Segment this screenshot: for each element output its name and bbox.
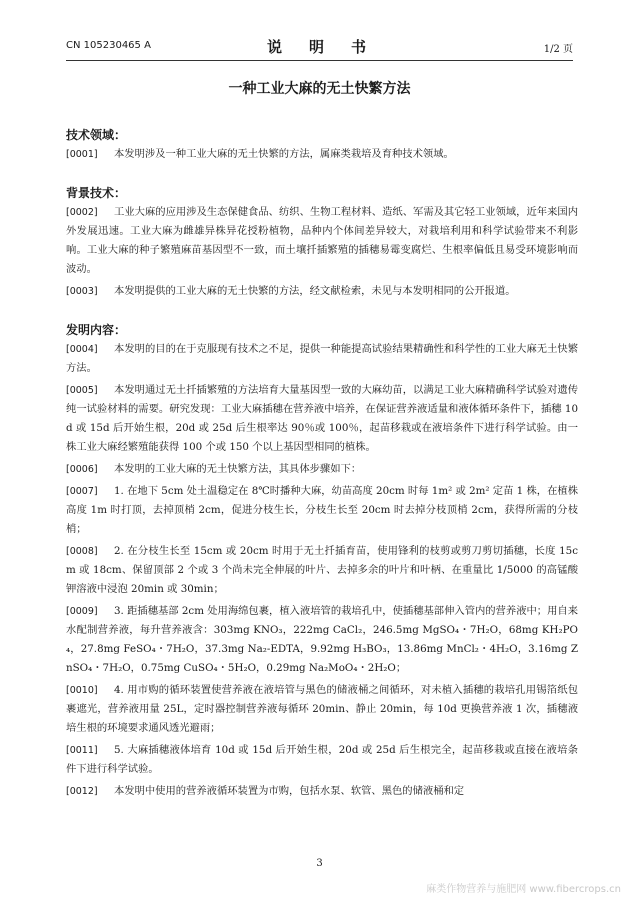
paragraph <box>66 542 578 599</box>
paragraph-text: 本发明的目的在于克服现有技术之不足，提供一种能提高试验结果精确性和科学性的工业大麻无土快繁方法。 <box>66 343 578 374</box>
paragraph <box>66 741 578 779</box>
paragraph-number: [0009] <box>66 606 98 617</box>
paragraph-text: 本发明的工业大麻的无土快繁方法，其具体步骤如下： <box>114 463 362 475</box>
paragraph <box>66 681 578 738</box>
paragraph-number: [0001] <box>66 149 98 160</box>
paragraph-number: [0008] <box>66 546 98 557</box>
paragraph-number: [0007] <box>66 486 98 497</box>
paragraph-text: 本发明涉及一种工业大麻的无土快繁的方法，属麻类栽培及育种技术领域。 <box>114 148 454 160</box>
paragraph <box>66 602 578 678</box>
paragraph-text: 1. 在地下 5cm 处土温稳定在 8℃时播种大麻，幼苗高度 20cm 时每 1m² 或 2m² 定苗 1 株，在植株高度 1m 时打顶，去掉顶梢 2cm，促进分枝生长，分枝生长至 20cm 时去掉分枝顶梢 2cm，获得所需的分枝梢； <box>66 485 578 535</box>
tech-field-paragraphs <box>66 145 578 164</box>
paragraph-number: [0006] <box>66 464 98 475</box>
page-indicator: 1/2 页 <box>543 44 573 55</box>
paragraph-text: 本发明通过无土扦插繁殖的方法培育大量基因型一致的大麻幼苗，以满足工业大麻精确科学试验对遗传纯一试验材料的需要。研究发现：工业大麻插穗在营养液中培养，在保证营养液适量和液体循环条件下，插穗 10d 或 15d 后开始生根，20d 或 25d 后生根率达 90％或 100％，起苗移栽或在液培条件下进行科学试验。由一株工业大麻经繁殖能获得 100 个或 150 个以上基因型相同的植株。 <box>66 384 578 453</box>
paragraph-text: 本发明提供的工业大麻的无土快繁的方法，经文献检索，未见与本发明相同的公开报道。 <box>114 285 516 297</box>
paragraph-number: [0004] <box>66 344 98 355</box>
watermark: 麻类作物营养与施肥网 www.fibercrops.cn <box>426 884 621 895</box>
paragraph-number: [0003] <box>66 286 98 297</box>
paragraph-number: [0010] <box>66 685 98 696</box>
paragraph <box>66 460 578 479</box>
content-paragraphs <box>66 340 578 801</box>
header-divider <box>66 60 573 61</box>
paragraph-text: 工业大麻的应用涉及生态保健食品、纺织、生物工程材料、造纸、军需及其它轻工业领域，近年来国内外发展迅速。工业大麻为雌雄异株异花授粉植物，品种内个体间差异较大，对栽培利用和科学试验带来不利影响。工业大麻的种子繁殖麻苗基因型不一致，而土壤扦插繁殖的插穗易霉变腐烂、生根率偏低且易受环境影响而波动。 <box>66 206 578 275</box>
page-header <box>66 36 573 58</box>
paragraph <box>66 782 578 801</box>
paragraph-number: [0011] <box>66 745 98 756</box>
paragraph <box>66 282 578 301</box>
paragraph <box>66 381 578 457</box>
document-title: 一种工业大麻的无土快繁方法 <box>228 81 411 97</box>
paragraph-text: 2. 在分枝生长至 15cm 或 20cm 时用于无土扦插育苗，使用锋利的枝剪或剪刀剪切插穗，长度 15cm 或 18cm、保留顶部 2 个或 3 个尚未完全伸展的叶片、去掉多余的叶片和叶柄、在重量比 1/5000 的高锰酸钾溶液中浸泡 20min 或 30min； <box>66 545 578 595</box>
paragraph-text: 本发明中使用的营养液循环装置为市购，包括水泵、软管、黑色的储液桶和定 <box>114 785 465 797</box>
section-heading-background: 背景技术： <box>66 186 127 200</box>
section-heading-tech-field: 技术领域： <box>66 128 127 142</box>
paragraph <box>66 340 578 378</box>
publication-number: CN 105230465 A <box>66 40 151 51</box>
section-heading-content: 发明内容： <box>66 323 127 337</box>
paragraph-text: 4. 用市购的循环装置使营养液在液培管与黑色的储液桶之间循环，对未植入插穗的栽培孔用锡箔纸包裹遮光，营养液用量 25L，定时器控制营养液每循环 20min、静止 20min，每 10d 更换营养液 1 次，插穗液培生根的环境要求通风透光避雨； <box>66 684 578 734</box>
document-type: 说 明 书 <box>266 38 372 56</box>
paragraph <box>66 145 578 164</box>
paragraph <box>66 203 578 279</box>
paragraph-number: [0005] <box>66 385 98 396</box>
background-paragraphs <box>66 203 578 301</box>
paragraph-text: 5. 大麻插穗液体培育 10d 或 15d 后开始生根，20d 或 25d 后生根完全，起苗移栽或直接在液培条件下进行科学试验。 <box>66 744 578 775</box>
paragraph-number: [0002] <box>66 207 98 218</box>
page-number: 3 <box>316 858 323 869</box>
paragraph-number: [0012] <box>66 786 98 797</box>
paragraph <box>66 482 578 539</box>
paragraph-text: 3. 距插穗基部 2cm 处用海绵包裹，植入液培管的栽培孔中，使插穗基部伸入管内的营养液中；用自来水配制营养液，每升营养液含：303mg KNO₃，222mg CaCl₂，246.5mg MgSO₄・7H₂O，68mg KH₂PO₄，27.8mg FeSO₄・7H₂O，37.3mg Na₂-EDTA，9.92mg H₃BO₃，13.86mg MnCl₂・4H₂O，3.16mg ZnSO₄・7H₂O，0.75mg CuSO₄・5H₂O，0.29mg Na₂MoO₄・2H₂O； <box>66 605 578 674</box>
document-body <box>66 126 578 804</box>
